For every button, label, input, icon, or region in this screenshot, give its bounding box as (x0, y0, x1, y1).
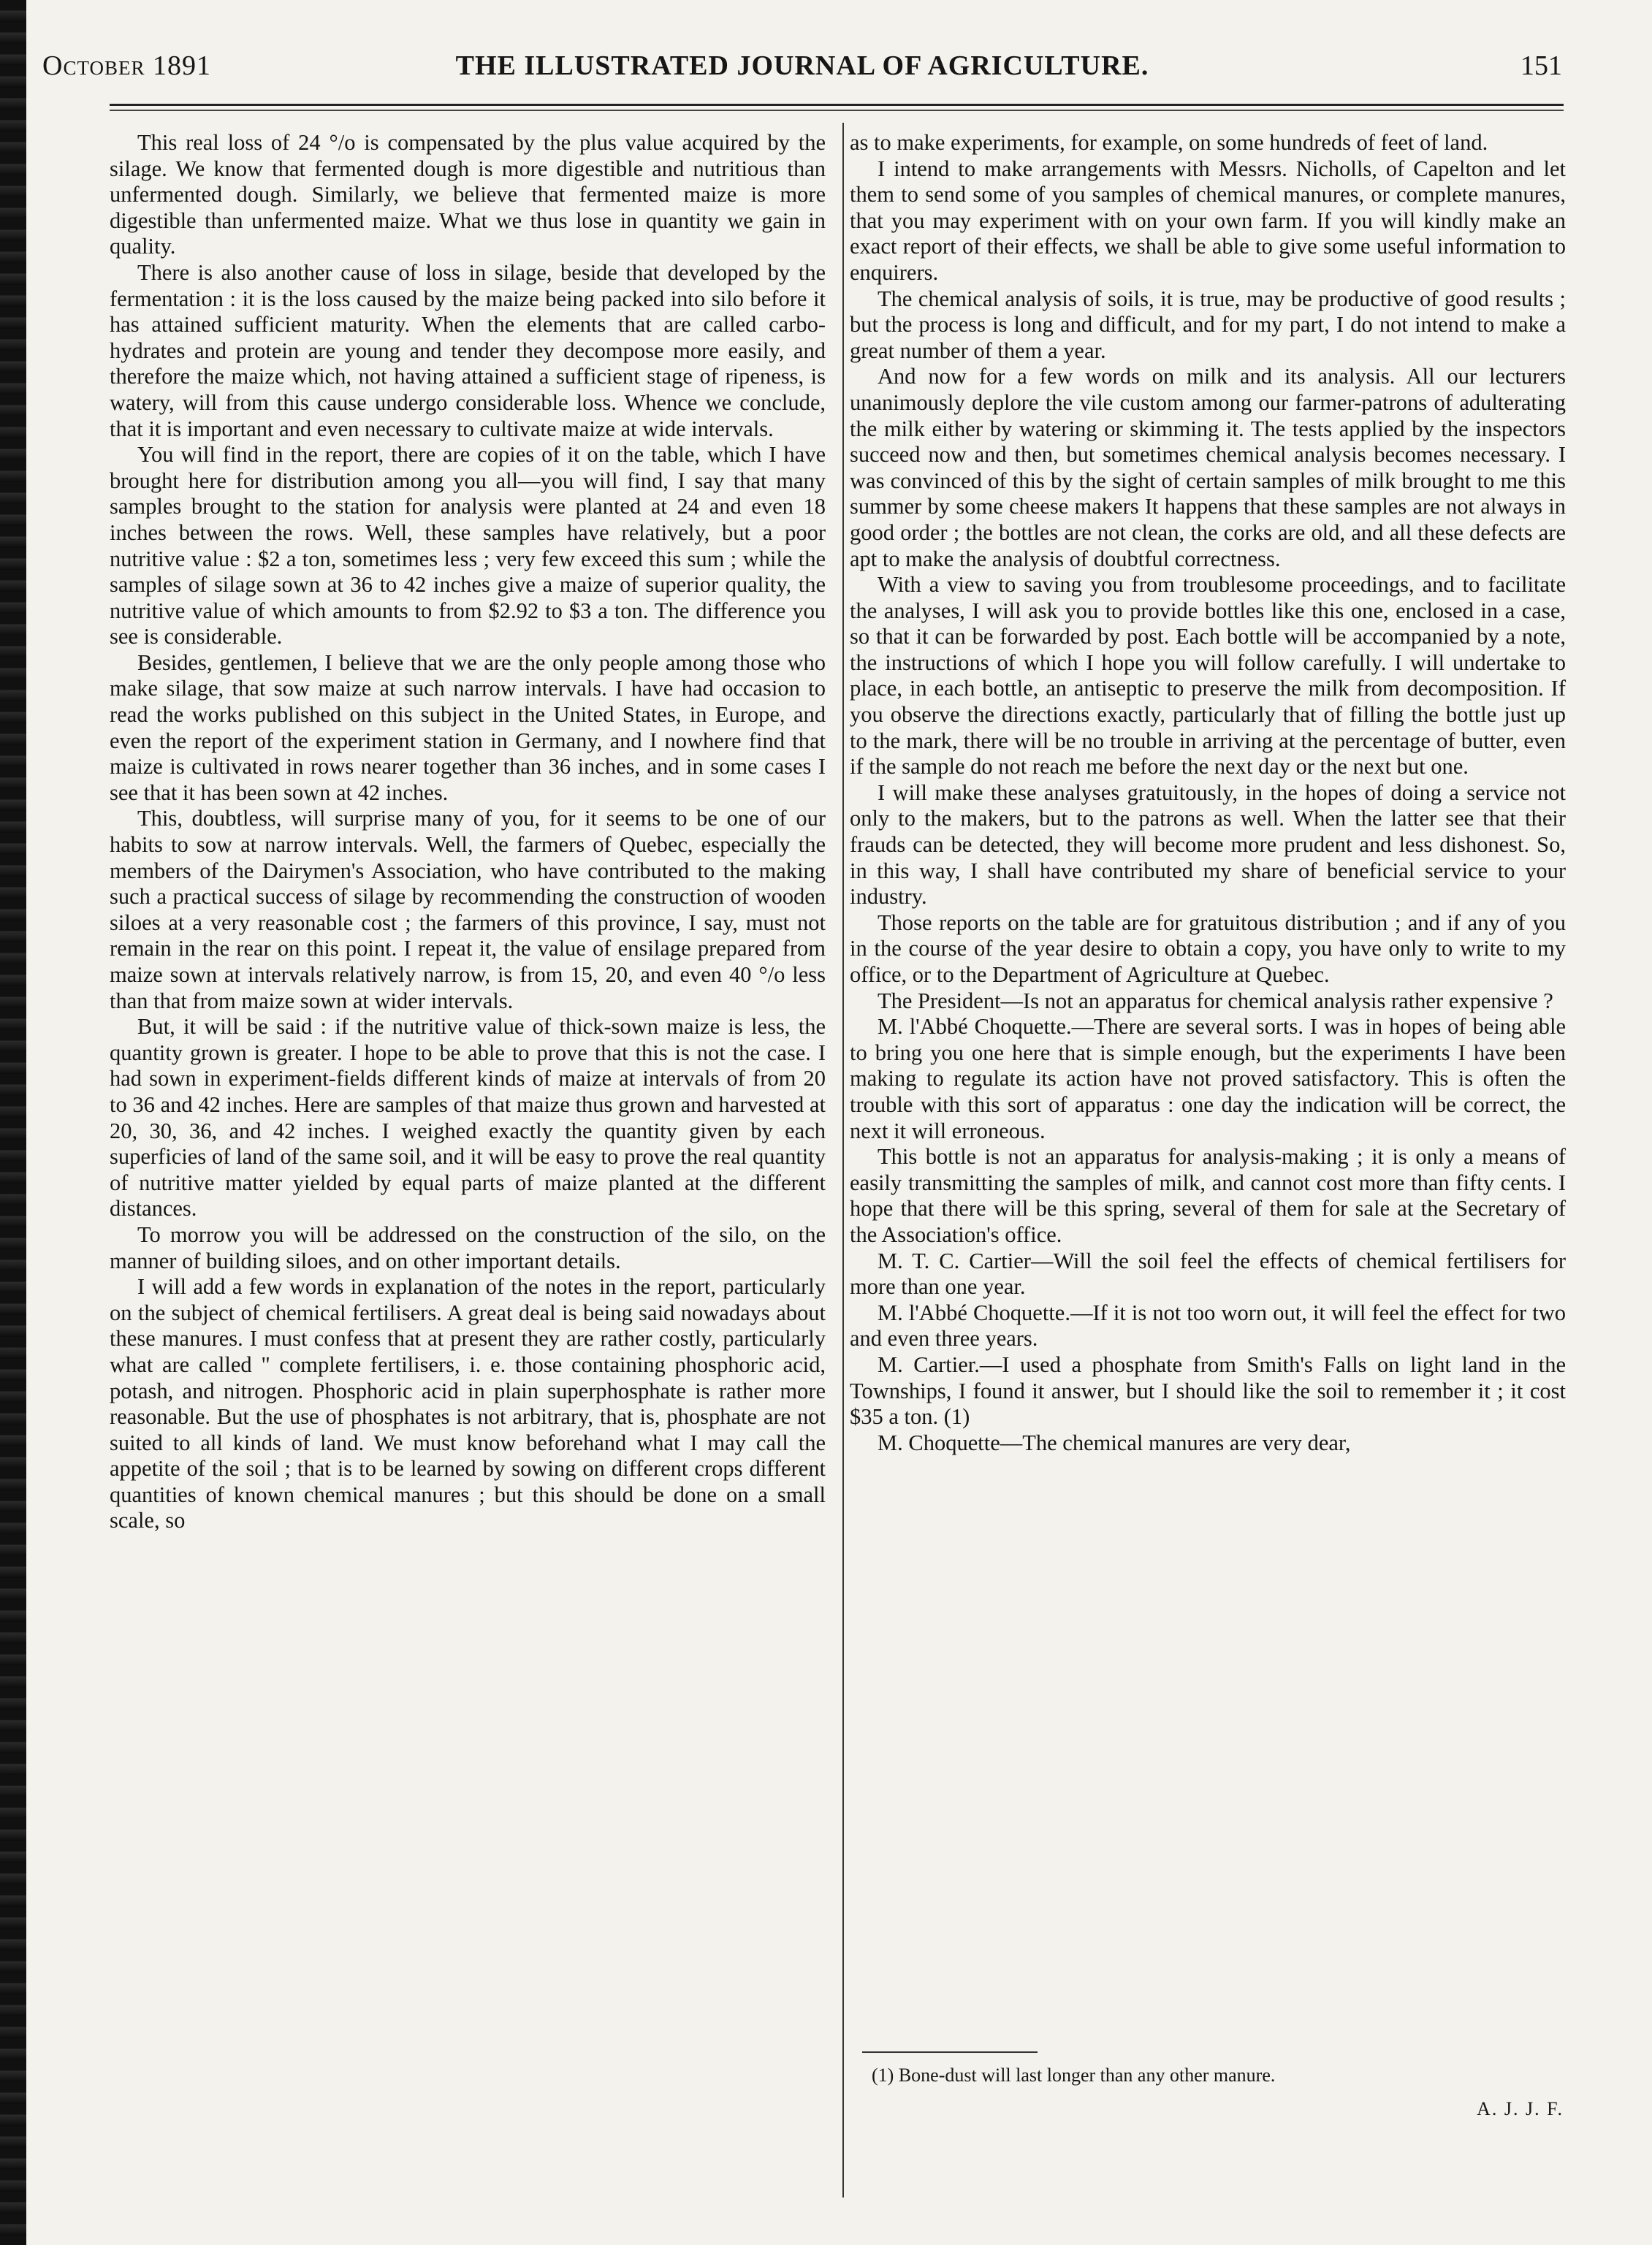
footnote-rule (862, 2051, 1038, 2053)
journal-title: THE ILLUSTRATED JOURNAL OF AGRICULTURE. (455, 50, 1149, 81)
paragraph: But, it will be said : if the nutritive value of thick-sown maize is less, the quantity grown is greater. I hope to be able to prove that this is not the case. I had sown in experiment-fields different kinds of maize at intervals of from 20 to 36 and 42 inches. Here are samples of that maize thus grown and harvested at 20, 30, 36, and 42 inches. I weighed exactly the quantity given by each superficies of land of the same soil, and it will be easy to prove the real quantity of nutritive matter yielded by equal parts of maize planted at the different distances. (110, 1014, 826, 1221)
paragraph: To morrow you will be addressed on the construction of the silo, on the manner of building siloes, and on other important details. (110, 1221, 826, 1273)
dialogue-paragraph: M. l'Abbé Choquette.—There are several sorts. I was in hopes of being able to bring you one here that is simple enough, but the experiments I have been making to regulate its action have not proved satisfactory. This is often the trouble with this sort of apparatus : one day the indication will be correct, the next it will erroneous. (850, 1014, 1566, 1143)
paragraph: The chemical analysis of soils, it is true, may be productive of good results ; but the process is long and difficult, and for my part, I do not intend to make a great number of them a year. (850, 286, 1566, 363)
paragraph: I will add a few words in explanation of the notes in the report, particularly on the subject of chemical fertilisers. A great deal is being said nowadays about these manures. I must confess that at present they are rather costly, particularly what are called " complete fertilisers, i. e. those containing phosphoric acid, potash, and nitrogen. Phosphoric acid in plain superphosphate is rather more reasonable. But the use of phosphates is not arbitrary, that is, phosphate are not suited to all kinds of land. We must know beforehand what I may call the appetite of the soil ; that is to be learned by sowing on different crops different quantities of known chemical manures ; but this should be done on a small scale, so (110, 1274, 826, 1533)
paragraph: There is also another cause of loss in silage, beside that developed by the fermentation : it is the loss caused by the maize being packed into silo before it has attained sufficient maturity. When the elements that are called carbo-hydrates and protein are young and tender they decompose more easily, and therefore the maize which, not having attained a sufficient stage of ripeness, is watery, will from this cause undergo considerable loss. Whence we conclude, that it is important and even necessary to cultivate maize at wide intervals. (110, 259, 826, 441)
paragraph: I will make these analyses gratuitously, in the hopes of doing a service not only to the makers, but to the patrons as well. When the latter see that their frauds can be detected, they will become more prudent and less dishonest. So, in this way, I shall have contributed my share of beneficial service to your industry. (850, 780, 1566, 910)
header-rule-thin (110, 110, 1564, 111)
dialogue-paragraph: M. l'Abbé Choquette.—If it is not too worn out, it will feel the effect for two and even three years. (850, 1300, 1566, 1352)
paragraph: I intend to make arrangements with Messrs. Nicholls, of Capelton and let them to send some of you samples of chemical manures, or complete manures, that you may experiment with on your own farm. If you will kindly make an exact report of their effects, we shall be able to give some useful information to enquirers. (850, 156, 1566, 285)
dialogue-paragraph: M. Choquette—The chemical manures are very dear, (878, 1430, 1351, 1455)
paragraph: With a view to saving you from troublesome proceedings, and to facilitate the analyses, I will ask you to provide bottles like this one, enclosed in a case, so that it can be forwarded by post. Each bottle will be accompanied by a note, the instructions of which I hope you will follow carefully. I will undertake to place, in each bottle, an antiseptic to preserve the milk from decomposition. If you observe the directions exactly, particularly that of filling the bottle just up to the mark, there will be no trouble in arriving at the percentage of butter, even if the sample do not reach me before the next day or the next but one. (850, 572, 1566, 780)
dialogue-paragraph: M. T. C. Cartier—Will the soil feel the effects of chemical fertilisers for more than one year. (850, 1248, 1566, 1300)
paragraph: as to make experiments, for example, on some hundreds of feet of land. (850, 130, 1488, 155)
page-number: 151 (1520, 50, 1562, 81)
header-date: October 1891 (42, 50, 211, 81)
paragraph: Those reports on the table are for gratuitous distribution ; and if any of you in the course of the year desire to obtain a copy, you have only to write to my office, or to the Department of Agriculture at Quebec. (850, 910, 1566, 987)
page-header (42, 44, 1562, 88)
paragraph: And now for a few words on milk and its analysis. All our lecturers unanimously deplore the vile custom among our farmer-patrons of adulterating the milk either by watering or skimming it. The tests applied by the inspectors succeed now and then, but sometimes chemical analysis becomes necessary. I was convinced of this by the sight of certain samples of milk brought to me this summer by some cheese makers It happens that these samples are not always in good order ; the bottles are not clean, the corks are old, and all these defects are apt to make the analysis of doubtful correctness. (850, 364, 1566, 571)
paragraph: This real loss of 24 °/o is compensated by the plus value acquired by the silage. We know that fermented dough is more digestible and nutritious than unfermented dough. Similarly, we believe that fermented maize is more digestible than unfermented maize. What we thus lose in quantity we gain in quality. (110, 130, 826, 259)
header-rule (110, 104, 1564, 106)
paragraph: Besides, gentlemen, I believe that we are the only people among those who make silage, that sow maize at such narrow intervals. I have had occasion to read the works published on this subject in the United States, in Europe, and even the report of the experiment station in Germany, and I nowhere find that maize is cultivated in rows nearer together than 36 inches, and in some cases I see that it has been sown at 42 inches. (110, 649, 826, 805)
footnote: (1) Bone-dust will last longer than any other manure. (872, 2065, 1276, 2086)
paragraph: This, doubtless, will surprise many of you, for it seems to be one of our habits to sow at narrow intervals. Well, the farmers of Quebec, especially the members of the Dairymen's Association, who have contributed to the making such a practical success of silage by recommending the construction of wooden siloes at a very reasonable cost ; the farmers of this province, I say, must not remain in the rear on this point. I repeat it, the value of ensilage prepared from maize sown at intervals relatively narrow, is from 15, 20, and even 40 °/o less than that from maize sown at wider intervals. (110, 806, 826, 1013)
dialogue-paragraph: M. Cartier.—I used a phosphate from Smith's Falls on light land in the Townships, I found it answer, but I should like the soil to remember it ; it cost $35 a ton. (1) (850, 1352, 1566, 1430)
paragraph: This bottle is not an apparatus for analysis-making ; it is only a means of easily transmitting the samples of milk, and cannot cost more than fifty cents. I hope that there will be this spring, several of them for sale at the Secretary of the Association's office. (850, 1144, 1566, 1247)
right-column (850, 130, 1566, 1456)
dialogue-paragraph: The President—Is not an apparatus for chemical analysis rather expensive ? (878, 988, 1553, 1013)
column-divider (842, 123, 844, 2198)
left-column (110, 130, 826, 1534)
author-initials: A. J. J. F. (1477, 2098, 1564, 2119)
scan-binding-edge (0, 0, 26, 2245)
paragraph: You will find in the report, there are copies of it on the table, which I have brought here for distribution among you all—you will find, I say that many samples brought to the station for analysis were planted at 24 and even 18 inches between the rows. Well, these samples have relatively, but a poor nutritive value : $2 a ton, sometimes less ; very few exceed this sum ; while the samples of silage sown at 36 to 42 inches give a maize of superior quality, the nutritive value of which amounts to from $2.92 to $3 a ton. The difference you see is considerable. (110, 442, 826, 649)
